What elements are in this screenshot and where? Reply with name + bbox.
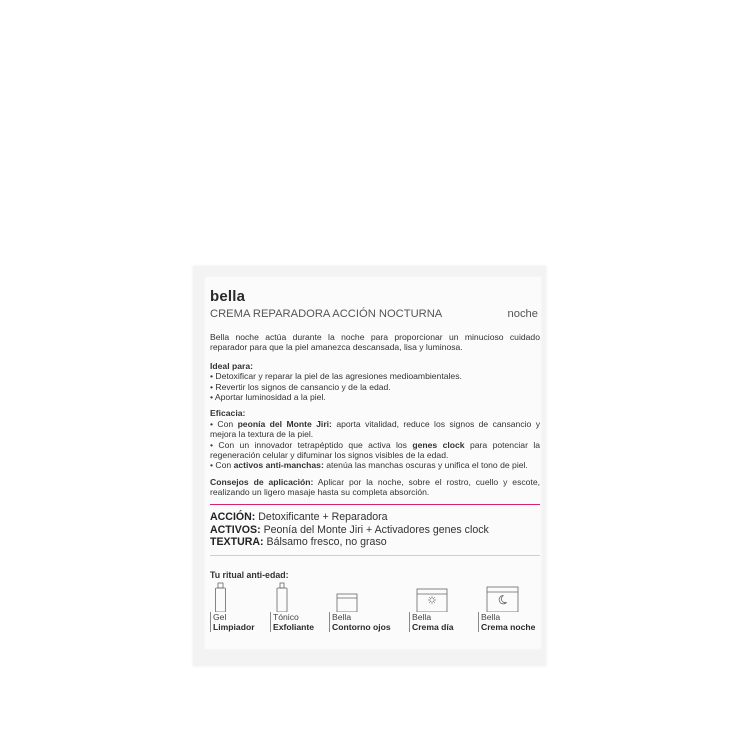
text-run: aporta vitalidad, reduce los signos de cansancio y mejora la textura de la piel.: [210, 418, 540, 440]
product-title: CREMA REPARADORA ACCIÓN NOCTURNA: [210, 308, 443, 320]
ritual-item-dia: [409, 582, 479, 632]
ritual-heading: Tu ritual anti-edad:: [210, 569, 289, 580]
ritual-label-line1: Bella: [332, 612, 352, 622]
moon-jar-icon: [478, 582, 540, 612]
grey-divider: [210, 555, 540, 556]
ritual-label-line2: Exfoliante: [273, 622, 315, 632]
ritual-label-line2: Crema día: [412, 622, 454, 632]
spec-value: Bálsamo fresco, no graso: [263, 536, 387, 549]
consejos-heading: Consejos de aplicación:: [210, 476, 314, 487]
toner-bottle-icon: [270, 582, 330, 612]
specs-list: [210, 511, 540, 549]
eficacia-heading: Eficacia:: [210, 408, 246, 419]
spec-row: [210, 536, 540, 549]
brand-name: bella: [210, 288, 246, 305]
eficacia-point: [210, 440, 540, 461]
panel-content: [210, 288, 540, 580]
ritual-label-line2: Crema noche: [481, 622, 536, 632]
spec-row: [210, 524, 540, 537]
ideal-item: • Revertir los signos de cansancio y de la edad.: [210, 381, 391, 392]
ritual-label: [409, 612, 454, 632]
ideal-item: • Detoxificar y reparar la piel de las agresiones medioambientales.: [210, 371, 462, 382]
ritual-label-line1: Bella: [412, 612, 432, 622]
ritual-label-line1: Gel: [213, 612, 227, 622]
ideal-item: • Aportar luminosidad a la piel.: [210, 392, 326, 403]
eficacia-point: [210, 460, 540, 470]
spec-row: [210, 511, 540, 524]
text-run: para potenciar la regeneración celular y difuminar los signos visibles de la edad.: [210, 439, 541, 461]
ideal-section: [210, 361, 540, 403]
eficacia-point: [210, 419, 540, 440]
ritual-item-gel: [210, 582, 270, 632]
spec-label: ACCIÓN:: [210, 511, 256, 524]
text-run-bold: peonía del Monte Jiri:: [237, 418, 332, 429]
title-row: [210, 308, 540, 320]
text-run: atenúa las manchas oscuras y unifica el tono de piel.: [323, 460, 528, 471]
product-panel: [204, 276, 542, 650]
consejos-section: [210, 477, 540, 498]
ritual-label: [478, 612, 535, 632]
intro-text: Bella noche actúa durante la noche para proporcionar un minucioso cuidado reparador para que la piel amanezca descansada, lisa y luminosa.: [210, 332, 540, 353]
ritual-label: [270, 612, 314, 632]
product-box: [193, 266, 546, 666]
text-run: • Con: [210, 460, 234, 471]
accent-divider: [210, 504, 540, 506]
text-run: • Con un innovador tetrapéptido que activa los: [210, 439, 413, 450]
spec-value: Detoxificante + Reparadora: [255, 511, 388, 524]
ideal-heading: Ideal para:: [210, 360, 253, 371]
ritual-label: [210, 612, 255, 632]
small-jar-icon: [329, 582, 409, 612]
ritual-label-line2: Limpiador: [213, 622, 255, 632]
ritual-label-line1: Bella: [481, 612, 501, 622]
sun-jar-icon: [409, 582, 479, 612]
text-run-bold: activos anti-manchas:: [233, 460, 324, 471]
spec-value: Peonía del Monte Jiri + Activadores genes clock: [260, 523, 489, 536]
ritual-row: [210, 582, 540, 642]
text-run: • Con: [210, 418, 238, 429]
ritual-label: [329, 612, 391, 632]
ritual-label-line1: Tónico: [273, 612, 299, 622]
consejos-text: Aplicar por la noche, sobre el rostro, cuello y escote, realizando un ligero masaje hasta su completa absorción.: [210, 476, 540, 498]
ritual-item-noche: [478, 582, 540, 632]
ritual-label-line2: Contorno ojos: [332, 622, 391, 632]
bottle-icon: [210, 582, 270, 612]
product-tag: noche: [507, 308, 538, 320]
ritual-item-tonico: [270, 582, 330, 632]
spec-label: TEXTURA:: [210, 536, 264, 549]
text-run-bold: genes clock: [412, 439, 465, 450]
eficacia-section: [210, 408, 540, 470]
ritual-item-contorno: [329, 582, 409, 632]
spec-label: ACTIVOS:: [210, 523, 261, 536]
